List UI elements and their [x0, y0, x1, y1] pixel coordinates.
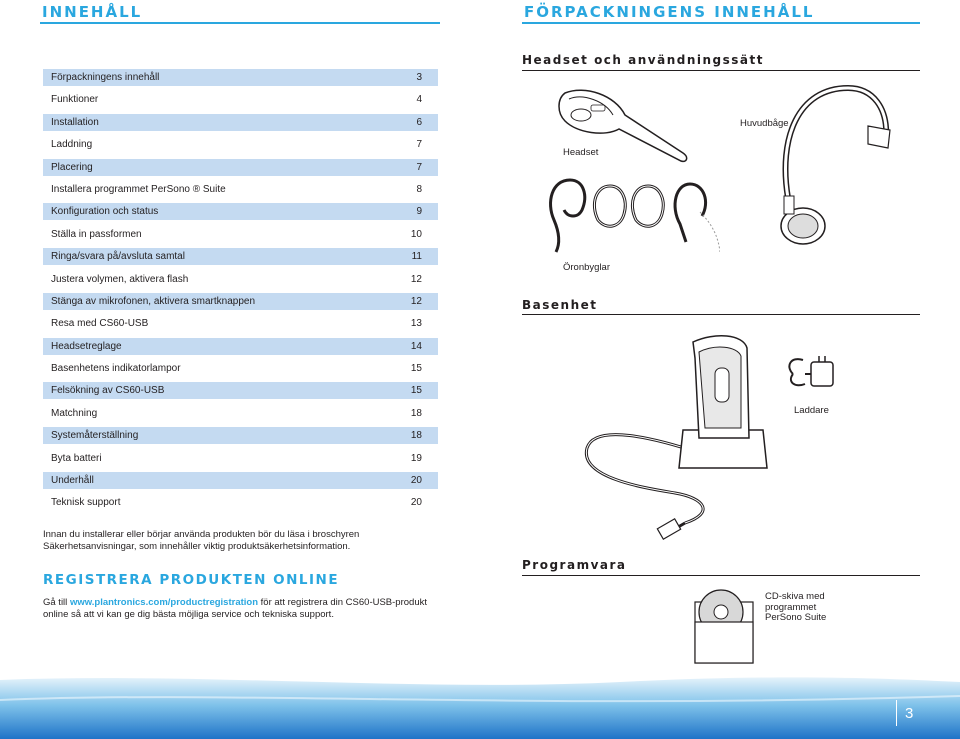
toc-label: Funktioner [51, 94, 99, 106]
toc-row[interactable] [43, 427, 438, 449]
left-page-title: INNEHÅLL [42, 3, 143, 21]
toc-label: Ställa in passformen [51, 228, 142, 240]
section-headset-rule [522, 70, 920, 71]
toc-row-background [43, 450, 438, 467]
toc-page-number: 7 [416, 161, 422, 173]
charger-illustration [785, 352, 840, 394]
toc-label: Felsökning av CS60-USB [51, 385, 165, 397]
toc-label: Laddning [51, 139, 93, 151]
toc-row[interactable] [43, 203, 438, 225]
headband-illustration [768, 78, 898, 248]
right-title-bar [522, 0, 920, 24]
toc-label: Stänga av mikrofonen, aktivera smartknappen [51, 295, 255, 307]
toc-page-number: 6 [416, 116, 422, 128]
register-post: för att registrera din CS60-USB-produkt [258, 597, 427, 608]
toc-label: Resa med CS60-USB [51, 318, 149, 330]
toc-page-number: 15 [410, 363, 422, 375]
toc-row[interactable] [43, 315, 438, 337]
toc-row[interactable] [43, 450, 438, 472]
toc-page-number: 4 [416, 94, 422, 106]
toc-page-number: 12 [410, 273, 422, 285]
register-line-2: online så att vi kan ge dig bästa möjliga service och tekniska support. [43, 609, 334, 620]
toc-page-number: 18 [410, 430, 422, 442]
toc-row[interactable] [43, 114, 438, 136]
toc-page-number: 13 [410, 318, 422, 330]
toc-page-number: 19 [410, 452, 422, 464]
toc-page-number: 18 [410, 407, 422, 419]
headset-illustration [555, 85, 700, 170]
toc-row[interactable] [43, 472, 438, 494]
toc-row[interactable] [43, 181, 438, 203]
footer-wave [0, 670, 960, 739]
toc-label: Justera volymen, aktivera flash [51, 273, 189, 285]
register-pre: Gå till [43, 597, 70, 608]
toc-row[interactable] [43, 226, 438, 248]
toc-row[interactable] [43, 360, 438, 382]
register-text [43, 597, 448, 621]
toc-page-number: 10 [410, 228, 422, 240]
section-software-rule [522, 575, 920, 576]
label-headband: Huvudbåge [740, 118, 789, 129]
toc-label: Konfiguration och status [51, 206, 159, 218]
toc-page-number: 3 [416, 72, 422, 83]
page-number-divider [896, 700, 897, 726]
label-charger: Laddare [794, 405, 829, 416]
toc-label: Underhåll [51, 475, 94, 487]
toc-page-number: 8 [416, 183, 422, 195]
toc-page-number: 12 [410, 295, 422, 307]
toc-label: Basenhetens indikatorlampor [51, 363, 181, 375]
toc-row-background [43, 91, 438, 108]
label-headset: Headset [563, 147, 599, 158]
toc-row[interactable] [43, 338, 438, 360]
toc-row[interactable] [43, 271, 438, 293]
cd-illustration [693, 588, 755, 665]
intro-line-2: Säkerhetsanvisningar, som innehåller viktig produktsäkerhetsinformation. [43, 540, 351, 552]
toc-row[interactable] [43, 136, 438, 158]
left-title-bar [40, 0, 440, 24]
earloops-illustration [540, 172, 720, 257]
label-cd [765, 592, 826, 624]
page-number: 3 [905, 705, 914, 722]
toc-row[interactable] [43, 91, 438, 113]
right-page-title: FÖRPACKNINGENS INNEHÅLL [524, 3, 815, 21]
cd-line-3: PerSono Suite [765, 612, 827, 623]
toc-label: Matchning [51, 407, 98, 419]
intro-text [43, 529, 443, 552]
toc-label: Placering [51, 161, 93, 173]
toc-page-number: 20 [410, 475, 422, 487]
toc-page-number: 20 [410, 497, 422, 509]
toc-row[interactable] [43, 405, 438, 427]
register-heading: REGISTRERA PRODUKTEN ONLINE [43, 572, 340, 588]
section-software-heading: Programvara [522, 558, 627, 572]
register-link[interactable]: www.plantronics.com/productregistration [69, 597, 259, 608]
toc-row[interactable] [43, 248, 438, 270]
toc-page-number: 15 [410, 385, 422, 397]
toc-row[interactable] [43, 494, 438, 516]
toc-row-background [43, 159, 438, 176]
toc-page-number: 9 [416, 206, 422, 218]
toc-row[interactable] [43, 69, 438, 91]
toc-label: Headsetreglage [51, 340, 122, 352]
toc-label: Teknisk support [51, 497, 121, 509]
toc-label: Ringa/svara på/avsluta samtal [51, 251, 185, 263]
toc-page-number: 14 [410, 340, 422, 352]
toc-row-background [43, 136, 438, 153]
toc-page-number: 11 [411, 251, 422, 263]
cd-line-2: programmet [765, 601, 817, 613]
toc-row-background [43, 405, 438, 422]
toc-label: Installation [51, 116, 99, 128]
toc-label: Byta batteri [51, 452, 102, 464]
toc-row-background [43, 472, 438, 489]
toc-row[interactable] [43, 293, 438, 315]
toc-page-number: 7 [416, 139, 422, 151]
section-headset-heading: Headset och användningssätt [522, 53, 764, 67]
section-base-rule [522, 314, 920, 315]
toc-row[interactable] [43, 382, 438, 404]
table-of-contents [43, 69, 438, 517]
toc-label: Förpackningens innehåll [51, 72, 160, 83]
toc-label: Installera programmet PerSono ® Suite [51, 183, 226, 195]
intro-line-1: Innan du installerar eller börjar använda produkten bör du läsa i broschyren [43, 529, 360, 540]
toc-label: Systemåterställning [51, 430, 139, 442]
cd-line-1: CD-skiva med [765, 591, 825, 602]
label-earloops: Öronbyglar [563, 262, 610, 273]
toc-row[interactable] [43, 159, 438, 181]
base-unit-illustration [575, 328, 785, 543]
toc-row-background [43, 114, 438, 131]
section-base-heading: Basenhet [522, 298, 598, 312]
